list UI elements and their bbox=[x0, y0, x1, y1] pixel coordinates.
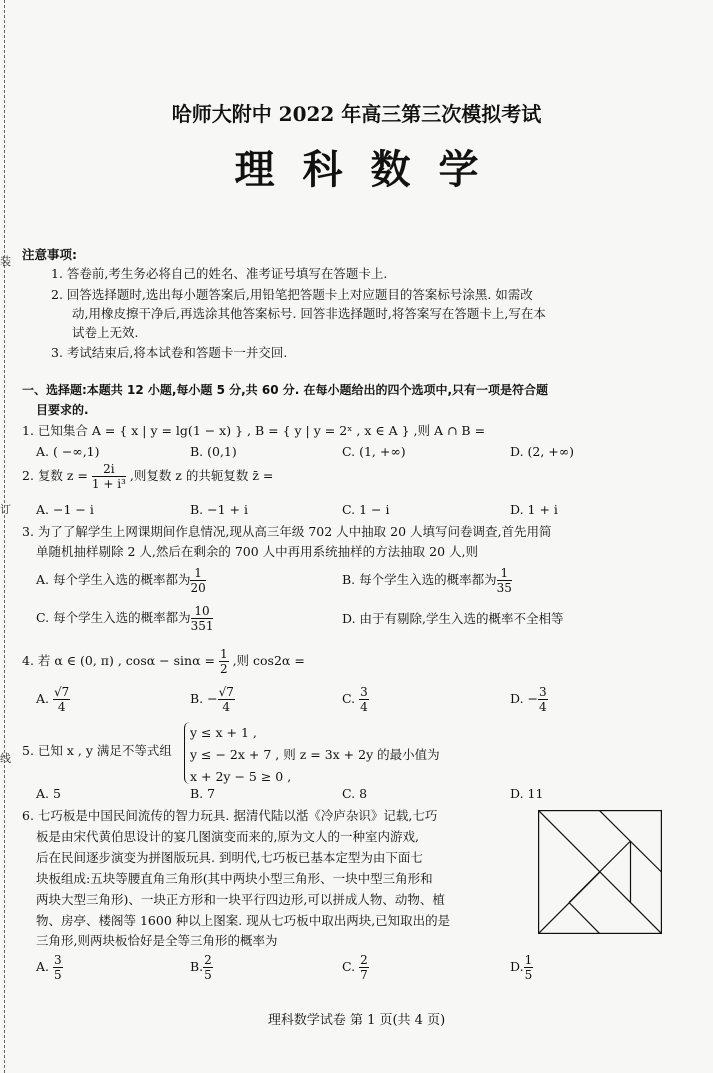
q4-b-label: B. − bbox=[190, 691, 218, 706]
q6-option-c bbox=[342, 954, 369, 981]
exam-title: 哈师大附中 2022 年高三第三次模拟考试 bbox=[171, 102, 542, 126]
q3-option-a-fraction bbox=[190, 567, 205, 594]
q6-line-5: 两块大型三角形)、一块正方形和一块平行四边形,可以拼成人物、动物、植 bbox=[36, 892, 445, 907]
q4-d-num: 3 bbox=[539, 685, 547, 699]
q4-suffix: ,则 cos2α = bbox=[232, 653, 305, 668]
q3-option-c bbox=[36, 605, 213, 632]
q6-c-label: C. bbox=[342, 959, 356, 974]
q4-a-fraction bbox=[53, 686, 70, 713]
q5-option-c: C. 8 bbox=[342, 786, 368, 801]
q3-option-c-fraction bbox=[191, 605, 214, 632]
q4-num: 1 bbox=[219, 647, 228, 661]
q6-line-7: 三角形,则两块板恰好是全等三角形的概率为 bbox=[36, 933, 278, 948]
q4-c-label: C. bbox=[342, 691, 356, 706]
subject-title: 理科数学 bbox=[234, 147, 507, 193]
q5-prefix: 5. 已知 x , y 满足不等式组 bbox=[22, 743, 172, 758]
q6-c-den: 7 bbox=[360, 968, 368, 982]
q6-option-a bbox=[36, 954, 63, 981]
q4-d-den: 4 bbox=[539, 700, 547, 714]
q4-c-num: 3 bbox=[360, 685, 368, 699]
q3-b-num: 1 bbox=[497, 567, 512, 581]
q1-option-c: C. (1, +∞) bbox=[342, 444, 406, 459]
q6-b-fraction bbox=[203, 954, 213, 981]
q6-a-label: A. bbox=[36, 959, 50, 974]
q2-option-b: B. −1 + i bbox=[190, 502, 248, 517]
q2-suffix: ,则复数 z 的共轭复数 z̄ = bbox=[129, 468, 274, 483]
q3-option-c-text: C. 每个学生入选的概率都为 bbox=[36, 610, 191, 625]
section-heading: 一、选择题:本题共 12 小题,每小题 5 分,共 60 分. 在每小题给出的四个选项中,只有一项是符合题 bbox=[22, 383, 549, 397]
q4-fraction bbox=[219, 648, 229, 675]
q6-a-den: 5 bbox=[54, 968, 62, 982]
q6-line-3: 后在民间逐步演变为拼图版玩具. 到明代,七巧板已基本定型为由下面七 bbox=[36, 850, 423, 865]
q4-prefix: 4. 若 α ∈ (0, π) , cosα − sinα = bbox=[22, 653, 215, 668]
q2-option-d: D. 1 + i bbox=[510, 502, 558, 517]
q4-c-den: 4 bbox=[360, 700, 368, 714]
q5-option-b: B. 7 bbox=[190, 786, 216, 801]
q3-option-b bbox=[342, 567, 512, 594]
q6-b-num: 2 bbox=[204, 953, 212, 967]
q1-option-d: D. (2, +∞) bbox=[510, 444, 575, 459]
q1-stem: 1. 已知集合 A = { x | y = lg(1 − x) } , B = { y | y = 2ˣ , x ∈ A } ,则 A ∩ B = bbox=[22, 423, 486, 438]
q4-option-c bbox=[342, 686, 369, 713]
notice-heading: 注意事项: bbox=[22, 247, 77, 262]
q3-c-num: 10 bbox=[191, 605, 214, 619]
q6-a-num: 3 bbox=[54, 953, 62, 967]
q5-system bbox=[190, 722, 440, 788]
q3-a-num: 1 bbox=[190, 567, 205, 581]
q3-option-d: D. 由于有剔除,学生入选的概率不全相等 bbox=[342, 611, 564, 626]
q4-a-label: A. bbox=[36, 691, 50, 706]
q3-option-b-text: B. 每个学生入选的概率都为 bbox=[342, 572, 497, 587]
q6-d-den: 5 bbox=[524, 968, 533, 982]
q6-line-1: 6. 七巧板是中国民间流传的智力玩具. 据清代陆以湉《冷庐杂识》记载,七巧 bbox=[22, 808, 438, 823]
q6-c-num: 2 bbox=[360, 953, 368, 967]
q6-c-fraction bbox=[359, 954, 369, 981]
q2-fraction bbox=[92, 463, 126, 490]
tangram-figure bbox=[538, 810, 662, 934]
q5-ineq-1: y ≤ x + 1 , bbox=[190, 725, 257, 740]
q4-a-num: √7 bbox=[54, 685, 70, 699]
q1-option-b: B. (0,1) bbox=[190, 444, 237, 459]
q4-a-den: 4 bbox=[57, 700, 66, 714]
q6-a-fraction bbox=[53, 954, 63, 981]
q6-line-6: 物、房亭、楼阁等 1600 种以上图案. 现从七巧板中取出两块,已知取出的是 bbox=[36, 913, 451, 928]
q3-option-a-text: A. 每个学生入选的概率都为 bbox=[36, 572, 191, 587]
notice-item-3: 3. 考试结束后,将本试卷和答题卡一并交回. bbox=[51, 345, 288, 360]
q4-option-b bbox=[190, 686, 235, 713]
q4-option-a bbox=[36, 686, 70, 713]
q4-c-fraction bbox=[359, 686, 369, 713]
q3-stem-line2: 单随机抽样剔除 2 人,然后在剩余的 700 人中再用系统抽样的方法抽取 20 人,则 bbox=[36, 544, 479, 559]
q5-ineq-3: x + 2y − 5 ≥ 0 , bbox=[190, 769, 292, 784]
q4-b-den: 4 bbox=[222, 700, 231, 714]
q5-ineq-2: y ≤ − 2x + 7 , 则 z = 3x + 2y 的最小值为 bbox=[190, 747, 440, 762]
notice-item-2: 2. 回答选择题时,选出每小题答案后,用铅笔把答题卡上对应题目的答案标号涂黑. 如需改 bbox=[51, 287, 533, 302]
notice-item-2-cont: 动,用橡皮擦干净后,再选涂其他答案标号. 回答非选择题时,将答案写在答题卡上,写在本 bbox=[72, 306, 546, 321]
q6-d-num: 1 bbox=[524, 953, 533, 967]
q4-den: 2 bbox=[219, 662, 228, 676]
q6-d-label: D. bbox=[510, 959, 524, 974]
q4-b-fraction bbox=[218, 686, 235, 713]
notice-item-1: 1. 答卷前,考生务必将自己的姓名、准考证号填写在答题卡上. bbox=[51, 266, 388, 281]
q6-line-2: 板是由宋代黄伯思设计的宴几图演变而来的,原为文人的一种室内游戏, bbox=[36, 829, 419, 844]
q6-d-fraction bbox=[524, 954, 534, 981]
q3-b-den: 35 bbox=[496, 581, 512, 595]
q2-option-c: C. 1 − i bbox=[342, 502, 390, 517]
q3-stem-line1: 3. 为了了解学生上网课期间作息情况,现从高三年级 702 人中抽取 20 人填写问卷调查,首先用简 bbox=[22, 524, 552, 539]
q5-option-a: A. 5 bbox=[36, 786, 61, 801]
q2-stem bbox=[22, 463, 273, 490]
q4-stem bbox=[22, 648, 305, 675]
q6-b-label: B. bbox=[190, 959, 204, 974]
q3-c-den: 351 bbox=[190, 619, 214, 633]
q2-numerator: 2i bbox=[92, 463, 126, 477]
section-heading-cont: 目要求的. bbox=[36, 403, 89, 417]
q6-line-4: 块板组成:五块等腰直角三角形(其中两块小型三角形、一块中型三角形和 bbox=[36, 871, 433, 886]
notice-item-2-end: 试卷上无效. bbox=[72, 325, 139, 340]
q6-option-b bbox=[190, 954, 213, 981]
q2-denominator: 1 + i³ bbox=[91, 477, 126, 491]
q2-prefix: 2. 复数 z = bbox=[22, 468, 88, 483]
q4-d-fraction bbox=[538, 686, 548, 713]
tangram-bottom-cut bbox=[569, 903, 600, 934]
margin-char-xian: 线 bbox=[0, 752, 11, 765]
margin-char-zhuang: 装 bbox=[0, 255, 11, 268]
margin-char-ding: 订 bbox=[0, 503, 11, 516]
q3-option-a bbox=[36, 567, 206, 594]
q2-option-a: A. −1 − i bbox=[36, 502, 94, 517]
q3-a-den: 20 bbox=[190, 581, 206, 595]
q4-d-label: D. − bbox=[510, 691, 538, 706]
q6-option-d bbox=[510, 954, 533, 981]
q4-b-num: √7 bbox=[218, 685, 234, 699]
q3-option-b-fraction bbox=[497, 567, 512, 594]
q6-b-den: 5 bbox=[204, 968, 212, 982]
q5-option-d: D. 11 bbox=[510, 786, 544, 801]
page-footer: 理科数学试卷 第 1 页(共 4 页) bbox=[267, 1013, 446, 1028]
q1-option-a: A. ( −∞,1) bbox=[36, 444, 100, 459]
q4-option-d bbox=[510, 686, 548, 713]
